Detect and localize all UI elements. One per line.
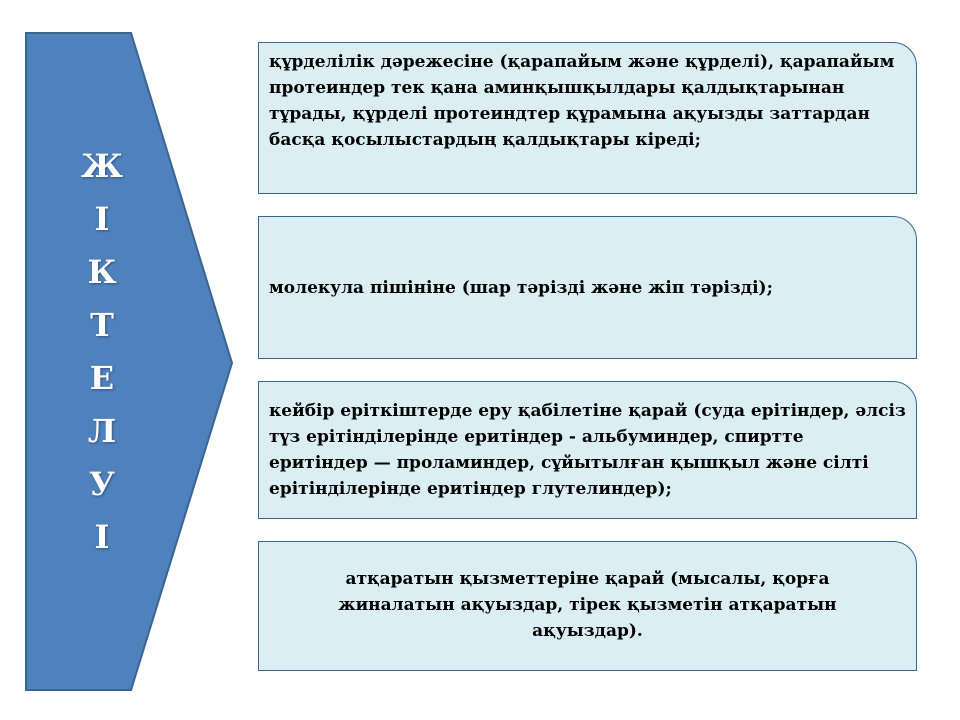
classification-box-solubility <box>258 381 917 519</box>
classification-box-function <box>258 541 917 671</box>
vertical-label-letter: Л <box>87 412 117 450</box>
vertical-label-letter: У <box>89 465 115 503</box>
vertical-label-letter: К <box>87 253 117 291</box>
vertical-label-letter: І <box>94 200 110 238</box>
classification-box-shape <box>258 216 917 359</box>
classification-box-text: құрделілік дәрежесіне (қарапайым және құрделі), қарапайым протеиндер тек қана аминқышқылдары қалдықтарынан тұрады, құрделі протеиндтер құрамына ақуызды заттардан басқа қосылыстардың қалдықтары кіреді; <box>269 52 895 150</box>
classification-box-text: молекула пішініне (шар тәрізді және жіп тәрізді); <box>269 277 773 298</box>
vertical-label-letter: Ж <box>81 147 123 185</box>
classification-box-complexity <box>258 42 917 194</box>
vertical-label <box>66 140 138 564</box>
vertical-label-letter: Е <box>89 359 115 397</box>
classification-box-text: атқаратын қызметтеріне қарай (мысалы, қорға жиналатын ақуыздар, тірек қызметін атқаратын ақуыздар). <box>338 569 837 641</box>
vertical-label-letter: І <box>94 518 110 556</box>
classification-box-text: кейбір еріткіштерде еру қабілетіне қарай (суда ерітіндер, әлсіз түз ерітінділерінде еритіндер - альбуминдер, спиртте еритіндер — проламиндер, сұйытылған қышқыл және сілті ерітінділерінде еритіндер глутелиндер); <box>269 401 906 499</box>
vertical-label-letter: Т <box>90 306 114 344</box>
